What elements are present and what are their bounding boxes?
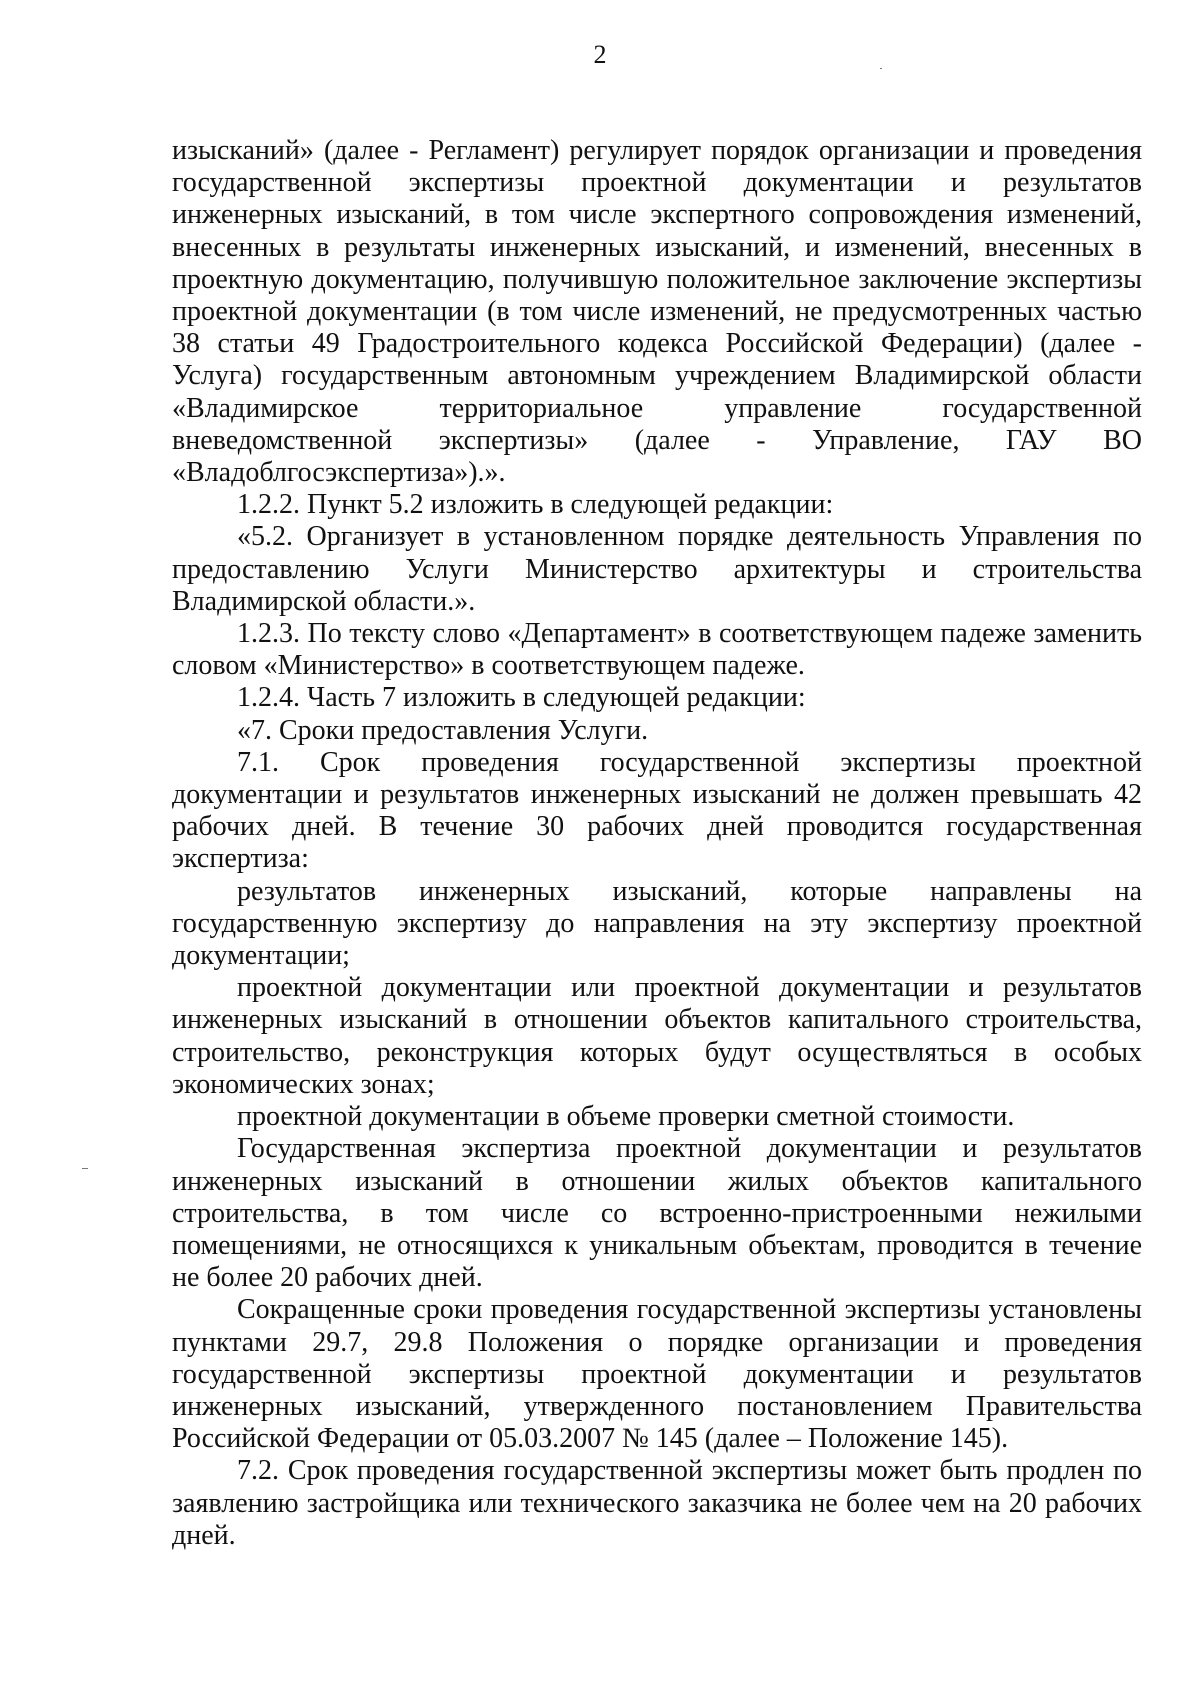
paragraph-clause-7-2: 7.2. Срок проведения государственной экспертизы может быть продлен по заявлению застройщика или технического заказчика не более чем на 20 рабочих дней. <box>172 1455 1142 1551</box>
paragraph-residential-term: Государственная экспертиза проектной документации и результатов инженерных изысканий в отношении жилых объектов капитального строительства, в том числе со встроенно-пристроенными нежилыми помещениями, не относящихся к уникальным объектам, проводится в течение не более 20 рабочих дней. <box>172 1133 1142 1294</box>
page-number: 2 <box>593 40 607 69</box>
paragraph-item-1-2-2: 1.2.2. Пункт 5.2 изложить в следующей редакции: <box>237 489 834 521</box>
paragraph-list-item-survey-results: результатов инженерных изысканий, которые направлены на государственную экспертизу до направления на эту экспертизу проектной документации; <box>172 875 1142 972</box>
paragraph-item-1-2-4: 1.2.4. Часть 7 изложить в следующей редакции: <box>237 682 806 714</box>
paragraph-reduced-terms: Сокращенные сроки проведения государственной экспертизы установлены пунктами 29.7, 29.8 Положения о порядке организации и проведения государственной экспертизы проектной документации и результатов инженерных изысканий, утвержденного постановлением Правительства Российской Федерации от 05.03.2007 № 145 (далее – Положение 145). <box>172 1294 1142 1455</box>
scan-speck <box>82 1168 88 1169</box>
paragraph-list-item-estimate-check: проектной документации в объеме проверки сметной стоимости. <box>237 1101 1015 1133</box>
paragraph-section-7-title: «7. Сроки предоставления Услуги. <box>237 714 649 746</box>
scan-speck <box>880 68 882 69</box>
paragraph-item-1-2-3: 1.2.3. По тексту слово «Департамент» в соответствующем падеже заменить словом «Министерство» в соответствующем падеже. <box>172 618 1142 682</box>
document-body <box>172 135 1142 1552</box>
paragraph-clause-5-2: «5.2. Организует в установленном порядке деятельность Управления по предоставлению Услуги Министерство архитектуры и строительства Владимирской области.». <box>172 521 1142 617</box>
paragraph-clause-7-1: 7.1. Срок проведения государственной экспертизы проектной документации и результатов инженерных изысканий не должен превышать 42 рабочих дней. В течение 30 рабочих дней проводится государственная экспертиза: <box>172 746 1142 875</box>
paragraph-list-item-special-zones: проектной документации или проектной документации и результатов инженерных изысканий в отношении объектов капитального строительства, строительство, реконструкция которых будут осуществляться в особых экономических зонах; <box>172 972 1142 1100</box>
paragraph-regulation-scope: изысканий» (далее - Регламент) регулирует порядок организации и проведения государственной экспертизы проектной документации и результатов инженерных изысканий, в том числе экспертного сопровождения изменений, внесенных в результаты инженерных изысканий, и изменений, внесенных в проектную документацию, получившую положительное заключение экспертизы проектной документации (в том числе изменений, не предусмотренных частью 38 статьи 49 Градостроительного кодекса Российской Федерации) (далее - Услуга) государственным автономным учреждением Владимирской области «Владимирское территориальное управление государственной вневедомственной экспертизы» (далее - Управление, ГАУ ВО «Владоблгосэкспертиза»).». <box>172 135 1142 489</box>
